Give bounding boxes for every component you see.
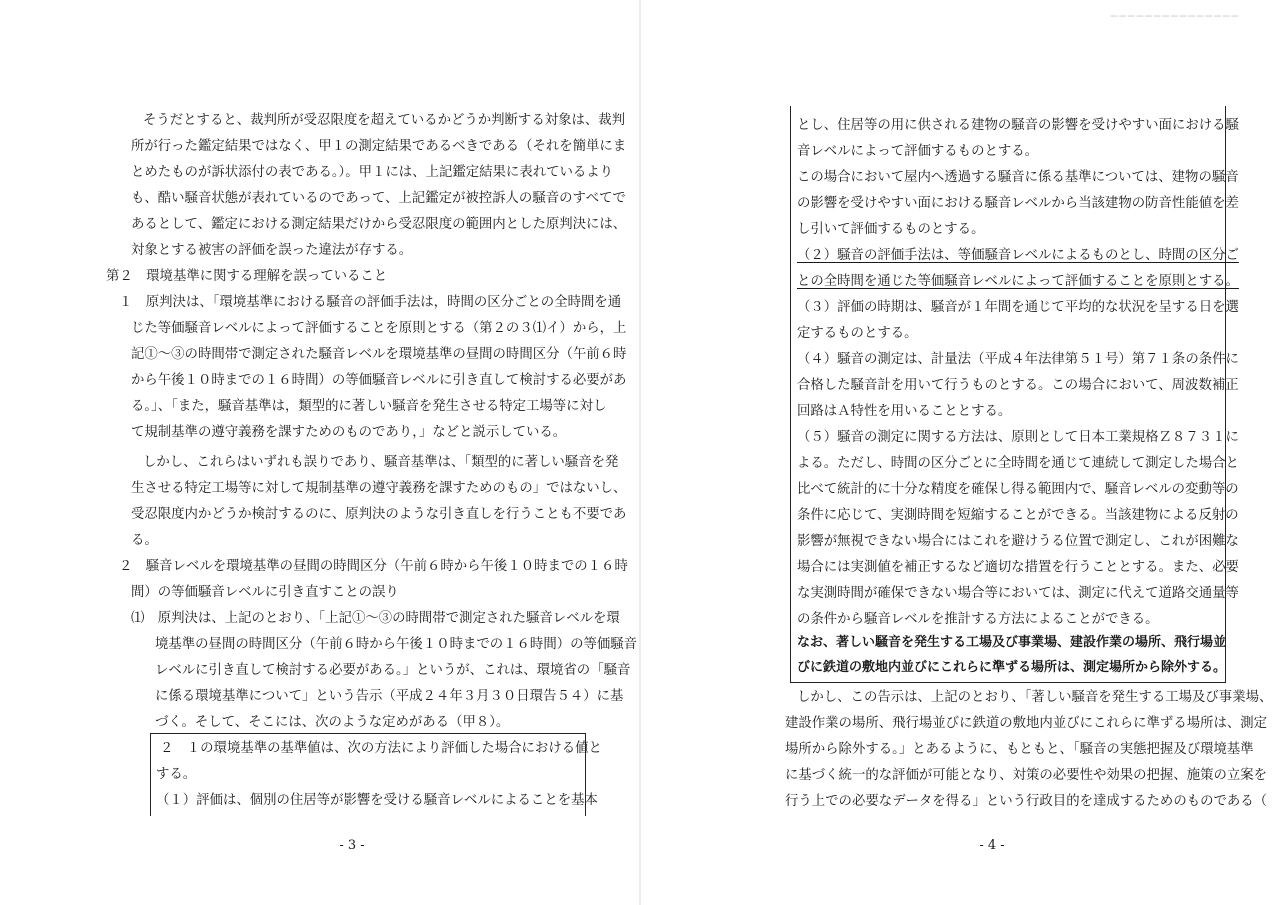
text-line: な実測時間が確保できない場合等においては、測定に代えて道路交通量等 — [797, 586, 1239, 601]
faint-stamp: ━━━━━━━━━━━━━━━ — [1110, 10, 1240, 23]
text-line: 建設作業の場所、飛行場並びに鉄道の敷地内並びにこれらに準ずる場所は、測定 — [785, 716, 1268, 731]
text-line: そうだとすると、裁判所が受忍限度を超えているかどうか判断する対象は、裁判 — [143, 113, 626, 128]
text-line: とめたものが訴状添付の表である。）。甲１には、上記鑑定結果に表れているより — [131, 165, 614, 180]
text-line: １ 原判決は、「環境基準における騒音の評価手法は，時間の区分ごとの全時間を通 — [119, 295, 622, 310]
underlined-text-line: （２）騒音の評価手法は、等価騒音レベルによるものとし、時間の区分ご — [797, 248, 1239, 263]
page-number: - 3 - — [339, 838, 365, 853]
text-line: る。」、「また，騒音基準は，類型的に著しい騒音を発生させる特定工場等に対し — [131, 399, 607, 414]
text-line: 比べて統計的に十分な精度を確保し得る範囲内で、騒音レベルの変動等の — [797, 482, 1239, 497]
text-line: も、酷い騒音状態が表れているのであって、上記鑑定が被控訴人の騒音のすべてで — [131, 191, 626, 206]
text-line: の条件から騒音レベルを推計する方法によることができる。 — [797, 612, 1159, 627]
text-line: づく。そして、そこには、次のような定めがある（甲８）。 — [155, 715, 510, 730]
text-line: 回路はＡ特性を用いることとする。 — [797, 404, 1012, 419]
text-line: 場所から除外する。」とあるように、もともと、「騒音の実態把握及び環境基準 — [785, 742, 1254, 757]
text-line: し引いて評価するものとする。 — [797, 222, 985, 237]
underlined-text-line: との全時間を通じた等価騒音レベルによって評価することを原則とする。 — [797, 274, 1239, 289]
text-line: （１）評価は、個別の住居等が影響を受ける騒音レベルによることを基本 — [156, 793, 598, 808]
bold-text-line: びに鉄道の敷地内並びにこれらに準ずる場所は、測定場所から除外する。 — [797, 660, 1227, 675]
text-line: 場合には実測値を補正するなど適切な措置を行うこととする。また、必要 — [797, 560, 1239, 575]
text-line: 合格した騒音計を用いて行うものとする。この場合において、周波数補正 — [797, 378, 1239, 393]
text-line: 行う上での必要なデータを得る」という行政目的を達成するためのものである（ — [785, 794, 1268, 809]
page-number: - 4 - — [979, 838, 1005, 853]
text-line: る。 — [131, 533, 158, 548]
text-line: 条件に応じて、実測時間を短縮することができる。当該建物による反射の — [797, 508, 1239, 523]
text-line: 音レベルによって評価するものとする。 — [797, 144, 1039, 159]
text-line: 所が行った鑑定結果ではなく、甲１の測定結果であるべきである（それを簡単にま — [131, 139, 627, 154]
text-line: あるとして、鑑定における測定結果だけから受忍限度の範囲内とした原判決には、 — [131, 217, 627, 232]
text-line: しかし、この告示は、上記のとおり、「著しい騒音を発生する工場及び事業場、 — [797, 690, 1273, 705]
text-line: 影響が無視できない場合にはこれを避けうる位置で測定し、これが困難な — [797, 534, 1239, 549]
text-line: 受忍限度内かどうか検討するのに、原判決のような引き直しを行うことも不要であ — [131, 507, 627, 522]
text-line: 定するものとする。 — [797, 326, 918, 341]
text-line: この場合において屋内へ透過する騒音に係る基準については、建物の騒音 — [797, 170, 1239, 185]
text-line: （３）評価の時期は、騒音が１年間を通じて平均的な状況を呈する日を選 — [797, 300, 1239, 315]
text-line: （４）騒音の測定は、計量法（平成４年法律第５１号）第７１条の条件に — [797, 352, 1239, 367]
text-line: ２ １の環境基準の基準値は、次の方法により評価した場合における値と — [160, 741, 602, 756]
text-line: よる。ただし、時間の区分ごとに全時間を通じて連続して測定した場合と — [797, 456, 1239, 471]
text-line: て規制基準の遵守義務を課すためのものであり，」などと説示している。 — [131, 425, 567, 440]
text-line: の影響を受けやすい面における騒音レベルから当該建物の防音性能値を差 — [797, 196, 1239, 211]
text-line: しかし、これらはいずれも誤りであり、騒音基準は、「類型的に著しい騒音を発 — [143, 455, 619, 470]
text-line: （５）騒音の測定に関する方法は、原則として日本工業規格Ｚ８７３１に — [797, 430, 1239, 445]
text-line: する。 — [156, 767, 197, 782]
text-line: から午後１０時までの１６時間）の等価騒音レベルに引き直して検討する必要があ — [131, 373, 627, 388]
bold-text-line: なお、著しい騒音を発生する工場及び事業場、建設作業の場所、飛行場並 — [797, 635, 1227, 650]
text-line: じた等価騒音レベルによって評価することを原則とする（第２の３⑴イ）から，上 — [131, 321, 627, 336]
text-line: 対象とする被害の評価を誤った違法が存する。 — [131, 243, 413, 258]
text-line: とし、住居等の用に供される建物の騒音の影響を受けやすい面における騒 — [797, 118, 1239, 133]
text-line: ⑴ 原判決は、上記のとおり、「上記①～③の時間帯で測定された騒音レベルを環 — [131, 611, 620, 626]
text-line: 境基準の昼間の時間区分（午前６時から午後１０時までの１６時間）の等価騒音 — [155, 637, 638, 652]
text-line: に係る環境基準について」という告示（平成２４年３月３０日環告５４）に基 — [155, 689, 624, 704]
text-line: 間）の等価騒音レベルに引き直すことの誤り — [131, 585, 399, 600]
page-4 — [640, 0, 1280, 905]
section-heading: 第２ 環境基準に関する理解を誤っていること — [106, 269, 388, 284]
text-line: レベルに引き直して検討する必要がある。」というが、これは、環境省の「騒音 — [155, 663, 631, 678]
text-line: ２ 騒音レベルを環境基準の昼間の時間区分（午前６時から午後１０時までの１６時 — [119, 559, 628, 574]
text-line: 記①～③の時間帯で測定された騒音レベルを環境基準の昼間の時間区分（午前６時 — [131, 347, 627, 362]
text-line: に基づく統一的な評価が可能となり、対策の必要性や効果の把握、施策の立案を — [785, 768, 1268, 783]
text-line: 生させる特定工場等に対して規制基準の遵守義務を課すためのもの」ではないし、 — [131, 481, 627, 496]
